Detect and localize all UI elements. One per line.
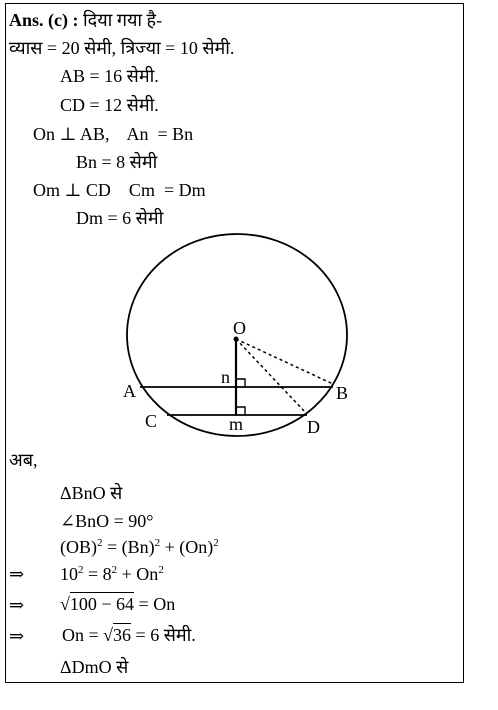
bn-length: Bn = 8 सेमी — [76, 152, 158, 172]
sqrt-100-64: √100 − 64 — [60, 594, 135, 614]
equation-3 — [62, 624, 196, 646]
ab-word: अब, — [9, 450, 38, 470]
cd-length: CD = 12 सेमी. — [60, 95, 159, 115]
triangle-dmo: ΔDmO से — [60, 657, 129, 677]
eq1-exp-2: 2 — [111, 564, 118, 576]
label-a: A — [123, 381, 136, 401]
eq1-b: = 8 — [83, 564, 112, 584]
label-b: B — [336, 383, 349, 403]
eq1-c: + On — [117, 564, 159, 584]
dm-length: Dm = 6 सेमी — [76, 208, 164, 228]
label-o: O — [233, 318, 246, 338]
pyth-ob: (OB) — [60, 537, 97, 557]
equation-1 — [60, 563, 164, 585]
right-angle-n — [236, 379, 245, 387]
eq1-exp-3: 2 — [158, 564, 164, 576]
radicand-1: 100 − 64 — [69, 594, 135, 614]
pyth-on: + (On) — [160, 537, 214, 557]
ab-length: AB = 16 सेमी. — [60, 66, 159, 86]
eq1-exp-1: 2 — [78, 564, 84, 576]
label-d: D — [307, 417, 320, 437]
radius-ob — [236, 339, 333, 384]
pyth-exp-2: 2 — [154, 537, 161, 549]
label-m: m — [229, 414, 244, 434]
label-n: n — [221, 367, 230, 387]
eq3-pre: On = — [62, 625, 104, 645]
pyth-exp-3: 2 — [213, 537, 219, 549]
triangle-bno: ΔBnO से — [60, 483, 123, 503]
implies-1: ⇒ — [9, 564, 25, 584]
implies-2: ⇒ — [9, 595, 25, 615]
pyth-exp-1: 2 — [97, 537, 103, 549]
answer-label: Ans. (c) : — [9, 10, 79, 30]
implies-3: ⇒ — [9, 626, 25, 646]
equation-2 — [60, 593, 175, 615]
pythagoras-line — [60, 536, 219, 558]
radius-od — [236, 339, 306, 413]
angle-bno: ∠BnO = 90° — [60, 511, 154, 531]
eq3-rest: = 6 सेमी. — [131, 625, 196, 645]
om-perpendicular: Om ⊥ CD Cm = Dm — [33, 180, 206, 200]
label-c: C — [145, 411, 158, 431]
eq2-rest: = On — [134, 594, 176, 614]
diameter-radius-line: व्यास = 20 सेमी, त्रिज्या = 10 सेमी. — [9, 38, 235, 58]
radicand-2: 36 — [113, 625, 132, 645]
on-perpendicular: On ⊥ AB, An = Bn — [33, 124, 194, 144]
answer-intro: दिया गया है- — [83, 10, 163, 30]
pyth-bn: = (Bn) — [102, 537, 155, 557]
eq1-a: 10 — [60, 564, 78, 584]
sqrt-36: √36 — [103, 625, 132, 645]
